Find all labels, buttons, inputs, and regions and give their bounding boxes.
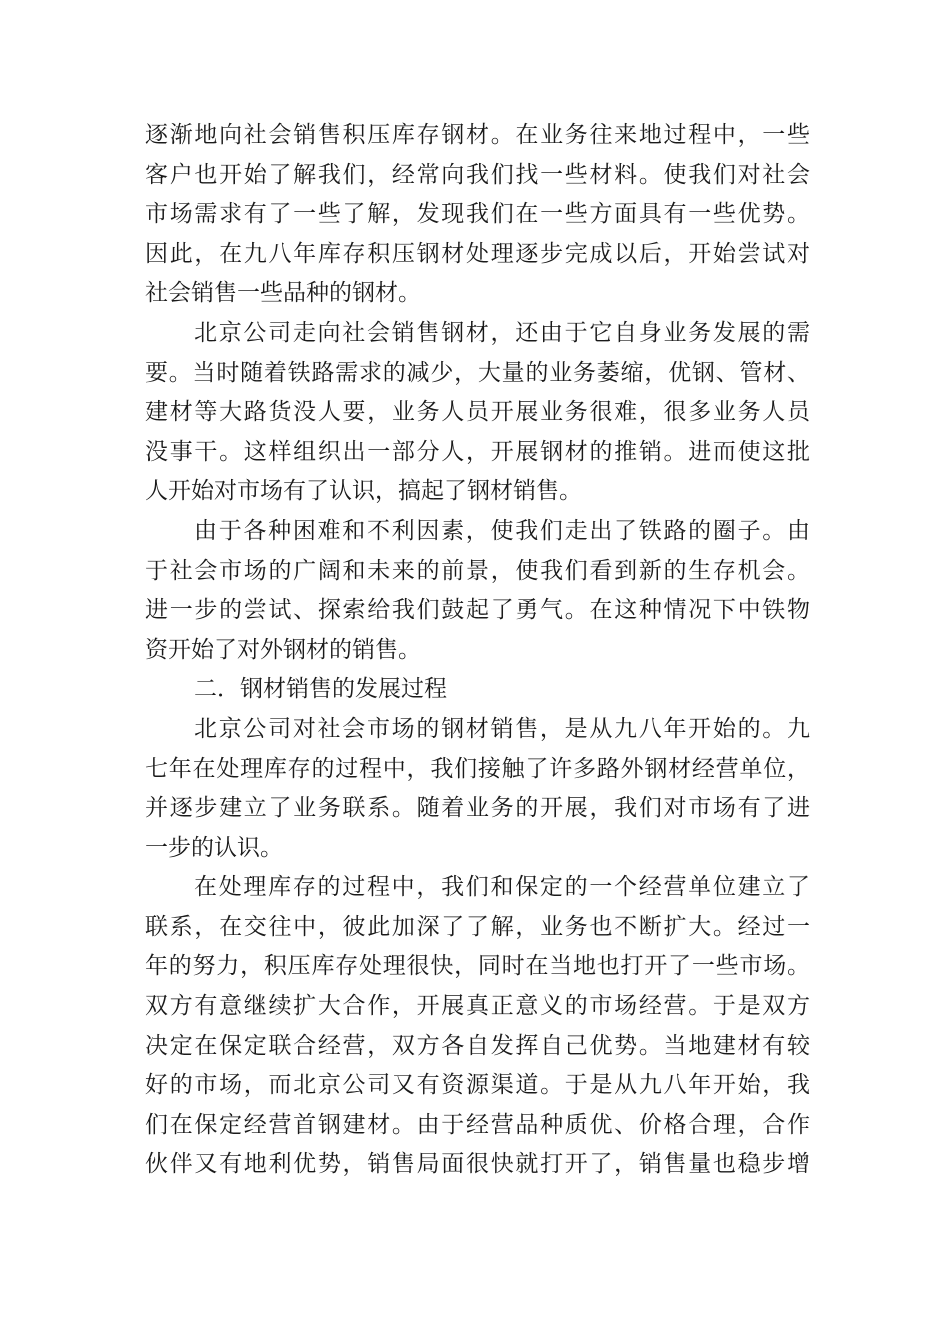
paragraph (145, 116, 810, 314)
paragraph-line: 联系，在交往中，彼此加深了了解，业务也不断扩大。经过一 (145, 913, 810, 940)
paragraph-line: 客户也开始了解我们，经常向我们找一些材料。使我们对社会 (145, 161, 810, 188)
paragraph-line: 建材等大路货没人要，业务人员开展业务很难，很多业务人员 (145, 399, 810, 426)
paragraph (145, 710, 810, 868)
paragraph-line: 伙伴又有地利优势，销售局面很快就打开了，销售量也稳步增 (145, 1151, 810, 1178)
paragraph-line: 一步的认识。 (145, 834, 283, 861)
paragraph-line: 北京公司走向社会销售钢材，还由于它自身业务发展的需 (194, 319, 810, 346)
paragraph-line: 们在保定经营首钢建材。由于经营品种质优、价格合理，合作 (145, 1111, 810, 1138)
paragraph-line: 要。当时随着铁路需求的减少，大量的业务萎缩，优钢、管材、 (145, 359, 810, 386)
paragraph-line: 逐渐地向社会销售积压库存钢材。在业务往来地过程中，一些 (145, 122, 810, 148)
paragraph (145, 512, 810, 670)
paragraph-line: 好的市场，而北京公司又有资源渠道。于是从九八年开始，我 (145, 1072, 810, 1099)
paragraph-line: 人开始对市场有了认识，搞起了钢材销售。 (145, 478, 582, 505)
paragraph-line: 决定在保定联合经营，双方各自发挥自己优势。当地建材有较 (145, 1032, 810, 1059)
paragraph-line: 并逐步建立了业务联系。随着业务的开展，我们对市场有了进 (145, 795, 810, 822)
document-body (145, 116, 810, 1185)
heading-line: 二．钢材销售的发展过程 (194, 676, 447, 703)
paragraph-line: 北京公司对社会市场的钢材销售，是从九八年开始的。九 (194, 715, 810, 742)
paragraph-line: 于社会市场的广阔和未来的前景，使我们看到新的生存机会。 (145, 557, 810, 584)
paragraph-line: 七年在处理库存的过程中，我们接触了许多路外钢材经营单位， (145, 755, 810, 782)
paragraph-line: 资开始了对外钢材的销售。 (145, 636, 421, 663)
paragraph-line: 因此，在九八年库存积压钢材处理逐步完成以后，开始尝试对 (145, 240, 810, 267)
paragraph-line: 没事干。这样组织出一部分人，开展钢材的推销。进而使这批 (145, 438, 810, 465)
paragraph-line: 双方有意继续扩大合作，开展真正意义的市场经营。于是双方 (145, 993, 810, 1020)
paragraph (145, 314, 810, 512)
paragraph (145, 868, 810, 1185)
paragraph-line: 由于各种困难和不利因素，使我们走出了铁路的圈子。由 (194, 517, 810, 544)
paragraph-line: 社会销售一些品种的钢材。 (145, 280, 421, 307)
section-heading (145, 670, 810, 710)
paragraph-line: 年的努力，积压库存处理很快，同时在当地也打开了一些市场。 (145, 953, 810, 980)
paragraph-line: 市场需求有了一些了解，发现我们在一些方面具有一些优势。 (145, 201, 810, 228)
paragraph-line: 在处理库存的过程中，我们和保定的一个经营单位建立了 (194, 874, 810, 901)
paragraph-line: 进一步的尝试、探索给我们鼓起了勇气。在这种情况下中铁物 (145, 597, 810, 624)
